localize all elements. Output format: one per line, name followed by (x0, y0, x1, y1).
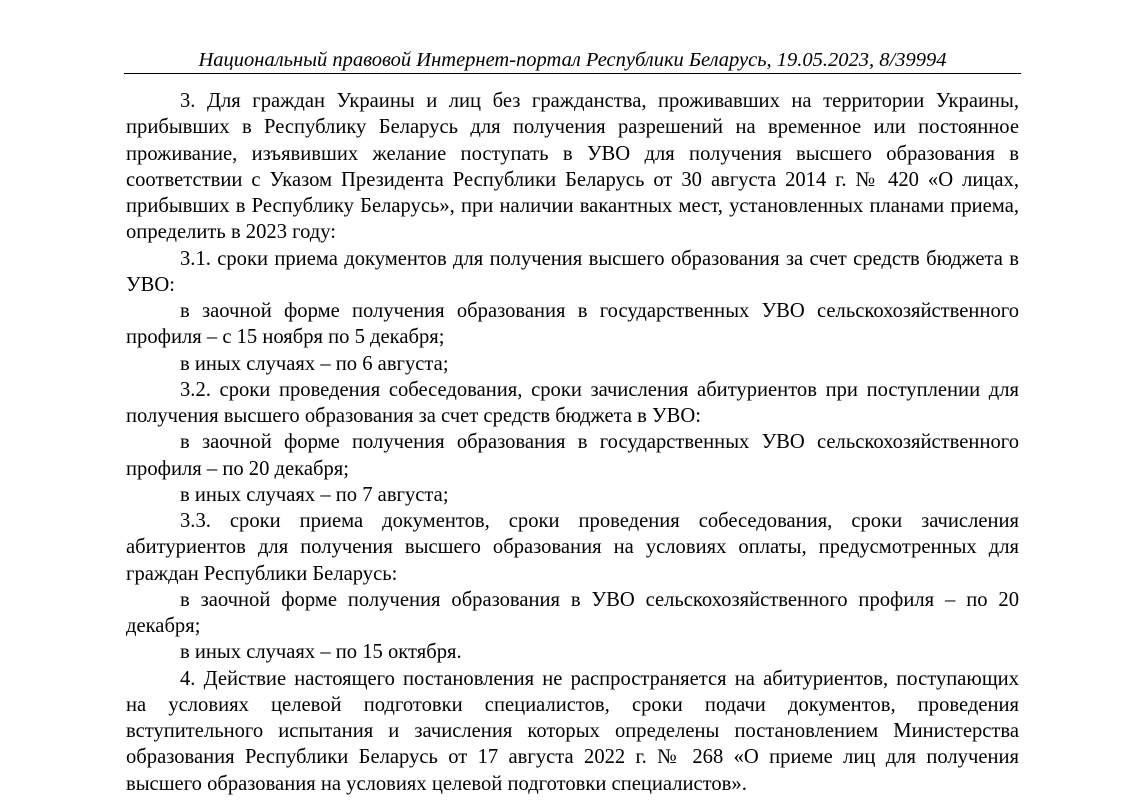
paragraph-3-2-other: в иных случаях – по 7 августа; (180, 483, 449, 506)
paragraph-3-1-correspondence: в заочной форме получения образования в государственных УВО сельскохозяйственного профиля – с 15 ноября по 5 декабря; (126, 300, 1019, 349)
paragraph-3-3-correspondence: в заочной форме получения образования в УВО сельскохозяйственного профиля – по 20 декабря; (126, 588, 1019, 637)
paragraph-3-1-other: в иных случаях – по 6 августа; (180, 352, 449, 375)
paragraph-3-2: 3.2. сроки проведения собеседования, сроки зачисления абитуриентов при поступлении для получения высшего образования за счет средств бюджета в УВО: (126, 378, 1019, 427)
paragraph-3-1: 3.1. сроки приема документов для получения высшего образования за счет средств бюджета в УВО: (126, 247, 1019, 296)
page-header-title: Национальный правовой Интернет-портал Республики Беларусь, 19.05.2023, 8/39994 (198, 49, 947, 71)
header-rule (124, 73, 1021, 74)
paragraph-3: 3. Для граждан Украины и лиц без гражданства, проживавших на территории Украины, прибывших в Республику Беларусь для получения разрешений на временное или постоянное проживание, изъявивших желание поступать в УВО для получения высшего образования в соответствии с Указом Президента Республики Беларусь от 30 августа 2014 г. № 420 «О лицах, прибывших в Республику Беларусь», при наличии вакантных мест, установленных планами приема, определить в 2023 году: (126, 90, 1019, 244)
paragraph-3-3: 3.3. сроки приема документов, сроки проведения собеседования, сроки зачисления абитуриентов для получения высшего образования на условиях оплаты, предусмотренных для граждан Республики Беларусь: (126, 510, 1019, 585)
paragraph-3-3-other: в иных случаях – по 15 октября. (180, 641, 462, 664)
paragraph-3-2-correspondence: в заочной форме получения образования в государственных УВО сельскохозяйственного профиля – по 20 декабря; (126, 431, 1019, 480)
document-body (126, 88, 1019, 797)
paragraph-4: 4. Действие настоящего постановления не распространяется на абитуриентов, поступающих на условиях целевой подготовки специалистов, сроки подачи документов, проведения вступительного испытания и зачисления которых определены постановлением Министерства образования Республики Беларусь от 17 августа 2022 г. № 268 «О приеме лиц для получения высшего образования на условиях целевой подготовки специалистов». (126, 667, 1019, 795)
